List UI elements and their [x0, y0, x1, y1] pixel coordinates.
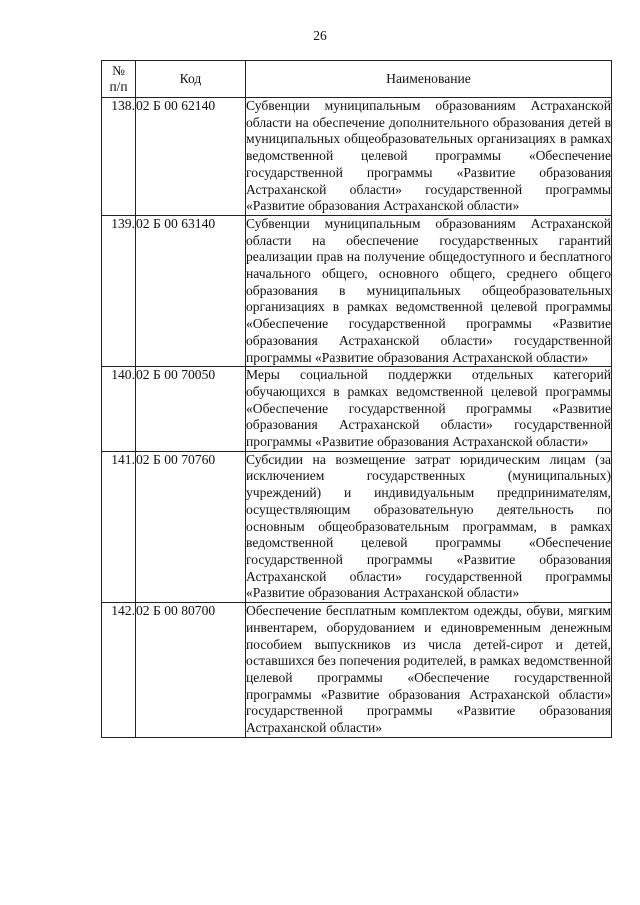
- row-name: Меры социальной поддержки отдельных категорий обучающихся в рамках ведомственной целевой программы «Обеспечение государственной программы «Развитие образования Астраханской области» государственной программы «Развитие образования Астраханской области»: [246, 367, 612, 452]
- row-code: 02 Б 00 70760: [136, 451, 246, 602]
- budget-codes-table: [101, 60, 612, 738]
- row-code: 02 Б 00 63140: [136, 215, 246, 366]
- row-number: 139.: [102, 215, 136, 366]
- header-code: Код: [136, 61, 246, 98]
- row-number: 142.: [102, 603, 136, 738]
- table-row: [102, 98, 612, 216]
- row-name: Субвенции муниципальным образованиям Астраханской области на обеспечение государственных гарантий реализации прав на получение общедоступного и бесплатного начального общего, основного общего, среднего общего образования в муниципальных общеобразовательных организациях в рамках ведомственной целевой программы «Обеспечение государственной программы «Развитие образования Астраханской области» государственной программы «Развитие образования Астраханской области»: [246, 215, 612, 366]
- table-row: [102, 367, 612, 452]
- row-number: 140.: [102, 367, 136, 452]
- header-number: [102, 61, 136, 98]
- row-name: Субсидии на возмещение затрат юридическим лицам (за исключением государственных (муниципальных) учреждений) и индивидуальным предпринимателям, осуществляющим образовательную деятельность по основным общеобразовательным программам, в рамках ведомственной целевой программы «Обеспечение государственной программы «Развитие образования Астраханской области» государственной программы «Развитие образования Астраханской области»: [246, 451, 612, 602]
- row-number: 141.: [102, 451, 136, 602]
- table-row: [102, 451, 612, 602]
- header-number-abbr: п/п: [109, 79, 128, 94]
- table-row: [102, 215, 612, 366]
- row-code: 02 Б 00 62140: [136, 98, 246, 216]
- row-number: 138.: [102, 98, 136, 216]
- table-header-row: [102, 61, 612, 98]
- row-name: Субвенции муниципальным образованиям Астраханской области на обеспечение дополнительного образования детей в муниципальных общеобразовательных организациях в рамках ведомственной целевой программы «Обеспечение государственной программы «Развитие образования Астраханской области» государственной программы «Развитие образования Астраханской области»: [246, 98, 612, 216]
- row-code: 02 Б 00 80700: [136, 603, 246, 738]
- row-code: 02 Б 00 70050: [136, 367, 246, 452]
- header-name: Наименование: [246, 61, 612, 98]
- header-number-symbol: №: [112, 63, 125, 78]
- row-name: Обеспечение бесплатным комплектом одежды, обуви, мягким инвентарем, оборудованием и единовременным денежным пособием выпускников из числа детей-сирот и детей, оставшихся без попечения родителей, в рамках ведомственной целевой программы «Обеспечение государственной программы «Развитие образования Астраханской области» государственной программы «Развитие образования Астраханской области»: [246, 603, 612, 738]
- table-row: [102, 603, 612, 738]
- page-number: 26: [313, 28, 327, 43]
